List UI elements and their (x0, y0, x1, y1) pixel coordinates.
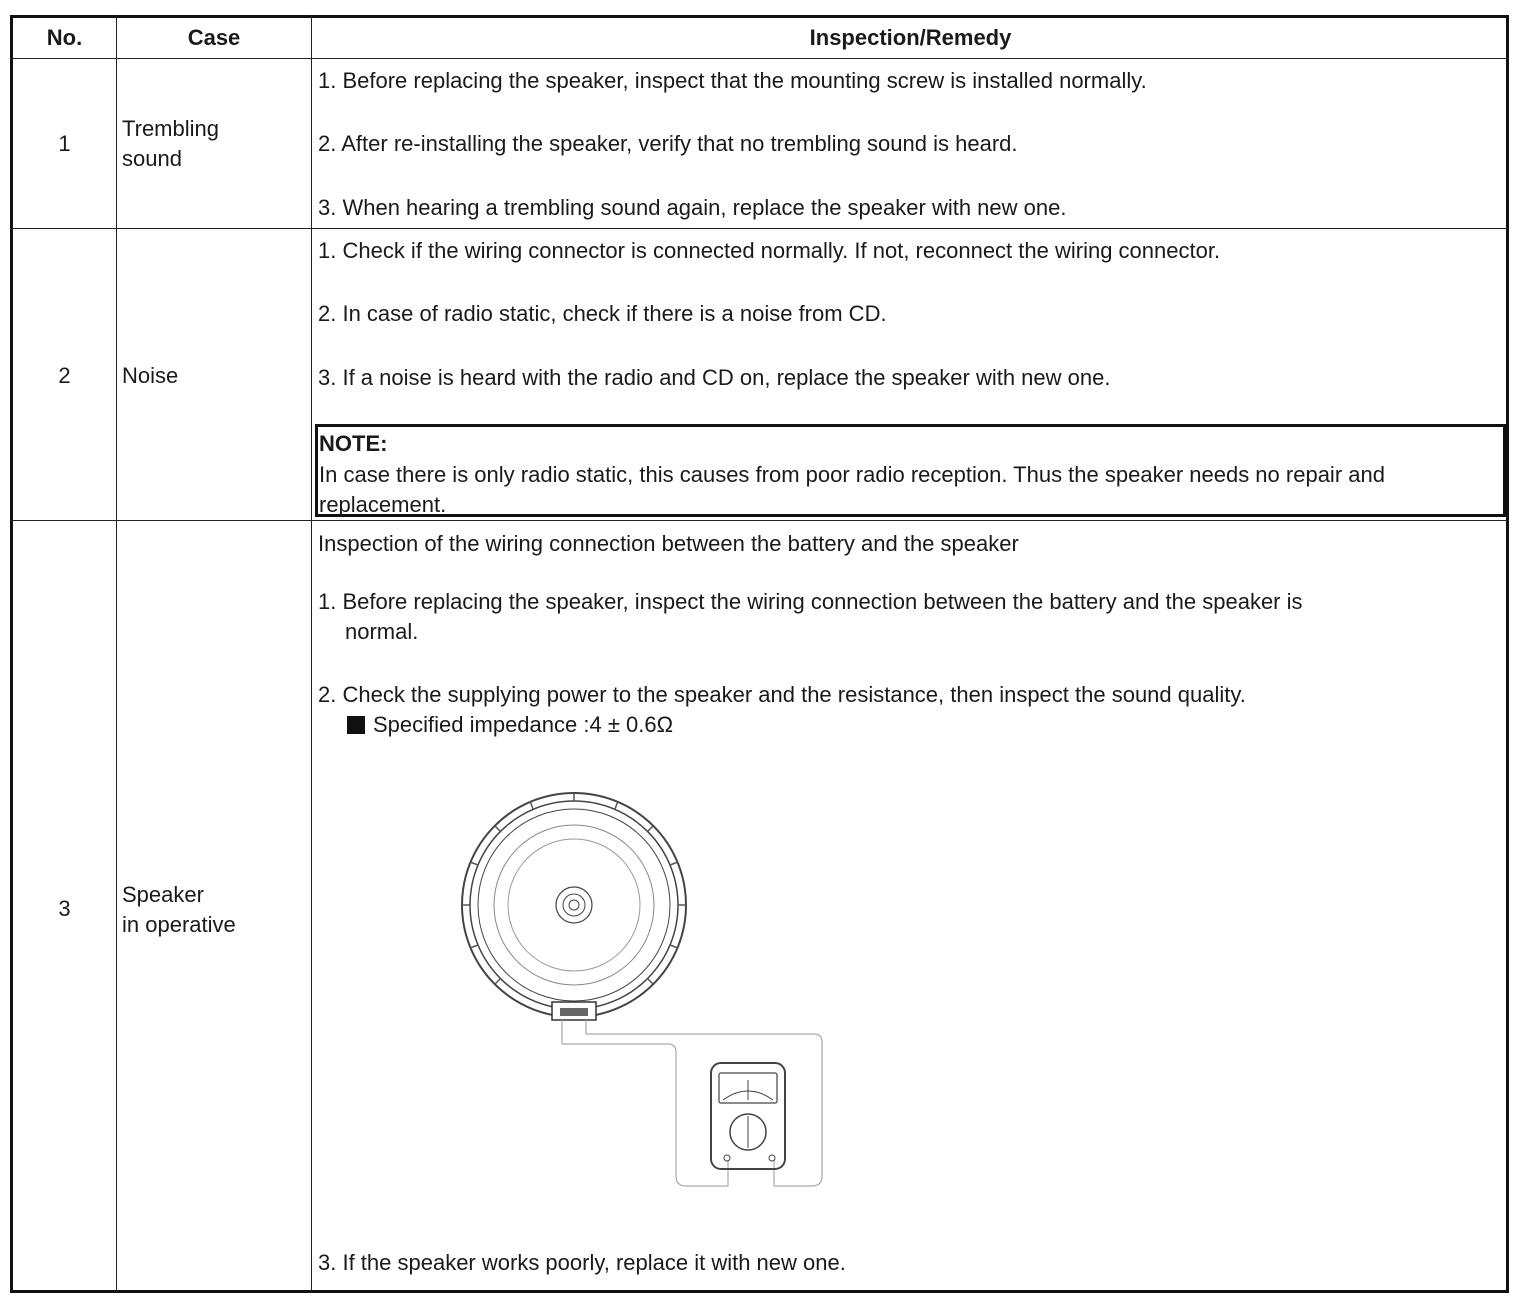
step-text: 2. In case of radio static, check if there is a noise from CD. (318, 301, 887, 326)
case-label: Speaker (122, 882, 204, 907)
case-label: in operative (122, 912, 236, 937)
square-bullet-icon (347, 716, 365, 734)
intro-text: Inspection of the wiring connection between the battery and the speaker (318, 531, 1019, 556)
row-number: 1 (58, 131, 71, 156)
step-text: 1. Check if the wiring connector is connected normally. If not, reconnect the wiring connector. (318, 238, 1221, 263)
step-text: 3. When hearing a trembling sound again, replace the speaker with new one. (318, 195, 1067, 220)
case-label: sound (122, 146, 182, 171)
row-divider (10, 58, 1509, 59)
row-number: 2 (58, 363, 71, 388)
multimeter-icon (711, 1063, 785, 1169)
header-case: Case (187, 25, 241, 50)
step-text: 2. Check the supplying power to the speaker and the resistance, then inspect the sound quality. (318, 682, 1246, 707)
case-label: Noise (122, 363, 179, 388)
row-number: 3 (58, 896, 71, 921)
spec-text: Specified impedance :4 ± 0.6Ω (373, 712, 674, 737)
row-divider (10, 228, 1509, 229)
step-text: 1. Before replacing the speaker, inspect the wiring connection between the battery and the speaker is (318, 589, 1303, 614)
wiring-lines (562, 1020, 822, 1186)
speaker-icon (462, 793, 686, 1020)
header-no: No. (46, 25, 83, 50)
step-text: 1. Before replacing the speaker, inspect that the mounting screw is installed normally. (318, 68, 1147, 93)
step-text: 3. If a noise is heard with the radio and CD on, replace the speaker with new one. (318, 365, 1111, 390)
column-divider (116, 15, 117, 1293)
row-divider (10, 520, 1509, 521)
speaker-multimeter-illustration (450, 785, 840, 1195)
step-text-continued: normal. (345, 619, 419, 644)
note-box (315, 424, 1506, 517)
column-divider (311, 15, 312, 1293)
note-text: In case there is only radio static, this causes from poor radio reception. Thus the speaker needs no repair and replacement. (319, 462, 1385, 517)
spec-line (347, 710, 673, 740)
step-text: 2. After re-installing the speaker, verify that no trembling sound is heard. (318, 131, 1018, 156)
step-text: 3. If the speaker works poorly, replace it with new one. (318, 1250, 846, 1275)
case-label: Trembling (122, 116, 219, 141)
note-title: NOTE: (319, 431, 388, 456)
header-inspection: Inspection/Remedy (809, 25, 1012, 50)
